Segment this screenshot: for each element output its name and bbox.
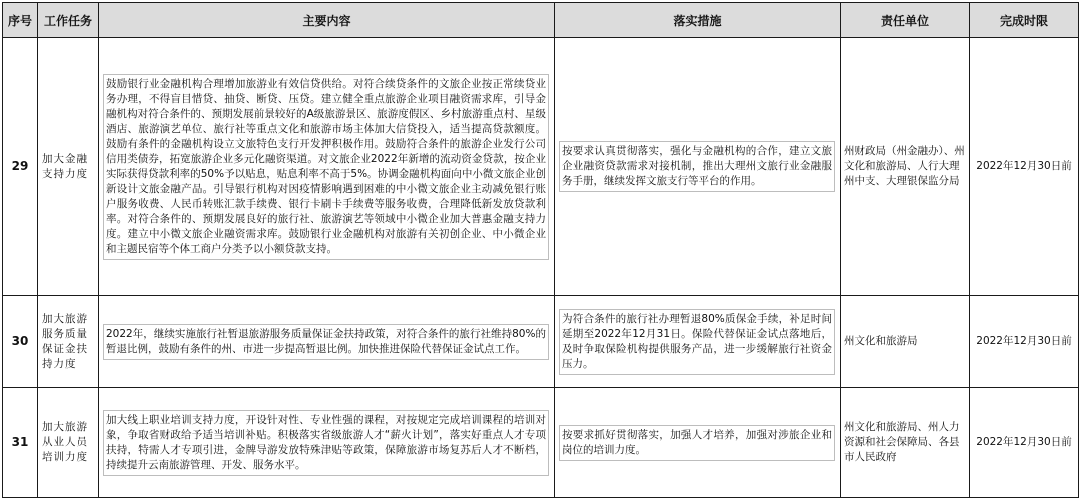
main-content [99, 38, 555, 296]
responsible-unit: 州文化和旅游局 [841, 296, 970, 388]
measure-text: 为符合条件的旅行社办理暂退80%质保金手续，补足时间延期至2022年12月31日。保险代替保证金试点落地后，及时争取保险机构提供服务产品，进一步缓解旅行社资金压力。 [559, 309, 835, 375]
header-content: 主要内容 [99, 3, 555, 38]
task-name: 加大金融支持力度 [38, 38, 99, 296]
row-number: 31 [3, 388, 38, 498]
content-text: 加大线上职业培训支持力度，开设针对性、专业性强的课程，对按规定完成培训课程的培训对象，争取省财政给予适当培训补贴。积极落实省级旅游人才“薪火计划”，落实好重点人才专项扶持，特需人才专项引进，金牌导游发放特殊津贴等政策，保障旅游市场复苏后人才不断档，持续提升云南旅游管理、开发、服务水平。 [103, 410, 549, 476]
table-row-30 [3, 296, 1079, 388]
measure-text: 按要求抓好贯彻落实，加强人才培养，加强对涉旅企业和岗位的培训力度。 [559, 425, 835, 461]
implementation-measures [555, 388, 841, 498]
deadline: 2022年12月30日前 [970, 388, 1079, 498]
implementation-measures [555, 38, 841, 296]
task-name: 加大旅游服务质量保证金扶持力度 [38, 296, 99, 388]
header-task: 工作任务 [38, 3, 99, 38]
task-name: 加大旅游从业人员培训力度 [38, 388, 99, 498]
deadline: 2022年12月30日前 [970, 38, 1079, 296]
header-unit: 责任单位 [841, 3, 970, 38]
implementation-measures [555, 296, 841, 388]
measure-text: 按要求认真贯彻落实，强化与金融机构的合作，建立文旅企业融资贷款需求对接机制，推出大理州文旅行业金融服务手册，继续发挥文旅支行等平台的作用。 [559, 141, 835, 192]
main-content [99, 388, 555, 498]
header-row [3, 3, 1079, 38]
content-text: 鼓励银行业金融机构合理增加旅游业有效信贷供给。对符合续贷条件的文旅企业按正常续贷业务办理，不得盲目惜贷、抽贷、断贷、压贷。建立健全重点旅游企业项目融资需求库，引导金融机构对符合条件的、预期发展前景较好的A级旅游景区、旅游度假区、乡村旅游重点村、星级酒店、旅游演艺单位、旅行社等重点文化和旅游市场主体加大信贷投入，适当提高贷款额度。鼓励有条件的金融机构设立文旅特色支行开发押积极作用。鼓励符合条件的旅游企业发行公司信用类债券，拓宽旅游企业多元化融资渠道。对文旅企业2022年新增的流动资金贷款，按企业实际获得贷款利率的50%予以贴息，贴息利率不高于5%。协调金融机构面向中小微文旅企业创新设计文旅金融产品。引导银行机构对因疫情影响遇到困难的中小微文旅企业主动减免银行账户服务收费、人民币转账汇款手续费、银行卡刷卡手续费等服务收费，合理降低新发放贷款利率。对符合条件的、预期发展良好的旅行社、旅游演艺等领域中小微企业加大普惠金融支持力度。建立中小微文旅企业融资需求库。鼓励银行业金融机构对旅游有关初创企业、中小微企业和主题民宿等个体工商户分类予以小额贷款支持。 [103, 74, 549, 260]
responsible-unit: 州文化和旅游局、州人力资源和社会保障局、各县市人民政府 [841, 388, 970, 498]
main-content [99, 296, 555, 388]
table-row-31 [3, 388, 1079, 498]
deadline: 2022年12月30日前 [970, 296, 1079, 388]
responsible-unit: 州财政局（州金融办）、州文化和旅游局、人行大理州中支、大理银保监分局 [841, 38, 970, 296]
content-text: 2022年，继续实施旅行社暂退旅游服务质量保证金扶持政策，对符合条件的旅行社维持80%的暂退比例，鼓励有条件的州、市进一步提高暂退比例。加快推进保险代替保证金试点工作。 [103, 324, 549, 360]
header-deadline: 完成时限 [970, 3, 1079, 38]
row-number: 30 [3, 296, 38, 388]
header-measure: 落实措施 [555, 3, 841, 38]
header-no: 序号 [3, 3, 38, 38]
table-row-29 [3, 38, 1079, 296]
row-number: 29 [3, 38, 38, 296]
task-table [2, 2, 1079, 498]
